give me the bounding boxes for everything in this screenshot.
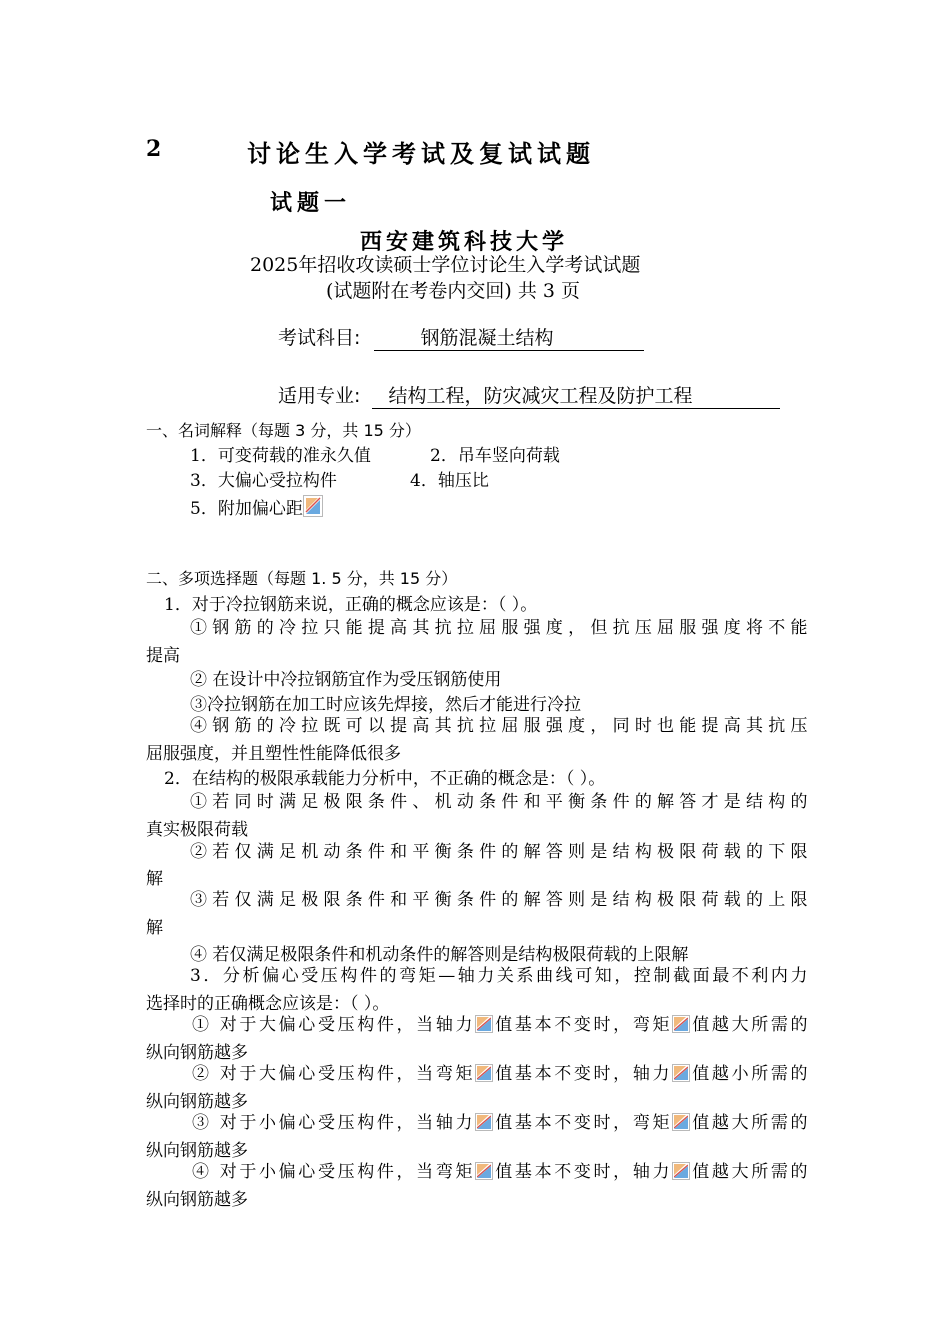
q3-option-1: ① 对于大偏心受压构件，当轴力 值基本不变时，弯矩 值越大所需的	[192, 1015, 809, 1035]
q1-option-1-cont: 提高	[146, 646, 180, 666]
q2-stem: 2．在结构的极限承载能力分析中，不正确的概念是：（ ）。	[164, 769, 606, 789]
q1-option-2: ② 在设计中冷拉钢筋宜作为受压钢筋使用	[190, 670, 502, 690]
subject-label: 考试科目:	[278, 327, 361, 349]
q3-stem: 3．分析偏心受压构件的弯矩—轴力关系曲线可知，控制截面最不利内力	[190, 966, 808, 986]
image-placeholder-icon	[475, 1162, 493, 1180]
image-placeholder-icon	[475, 1015, 493, 1033]
broken-image-icon	[303, 495, 323, 517]
q1-stem: 1．对于冷拉钢筋来说，正确的概念应该是：（ ）。	[164, 595, 538, 615]
header-subtitle: 试题一	[270, 190, 352, 216]
q2-option-1-cont: 真实极限荷载	[146, 820, 248, 840]
term-1: 1．可变荷载的准永久值	[190, 446, 371, 466]
q3-stem-cont: 选择时的正确概念应该是：（ ）。	[146, 994, 390, 1014]
image-placeholder-icon	[475, 1113, 493, 1131]
q2-option-2-cont: 解	[146, 869, 163, 889]
term-3: 3．大偏心受拉构件	[190, 471, 337, 491]
term-4: 4．轴压比	[410, 471, 489, 491]
q1-option-3: ③冷拉钢筋在加工时应该先焊接，然后才能进行冷拉	[190, 695, 581, 715]
exam-title: 2025年招收攻读硕士学位讨论生入学考试试题	[250, 254, 641, 276]
q2-option-1: ①若同时满足极限条件、机动条件和平衡条件的解答才是结构的	[190, 792, 808, 812]
header-number: 2	[146, 136, 162, 162]
q2-option-2: ②若仅满足机动条件和平衡条件的解答则是结构极限荷载的下限	[190, 842, 808, 862]
exam-note: (试题附在考卷内交回) 共 3 页	[326, 280, 581, 302]
image-placeholder-icon	[672, 1015, 690, 1033]
section2-title: 二、多项选择题（每题 1. 5 分，共 15 分）	[146, 569, 458, 588]
subject-value: 钢筋混凝土结构	[420, 327, 554, 349]
q3-option-3: ③ 对于小偏心受压构件，当轴力 值基本不变时，弯矩 值越大所需的	[192, 1113, 809, 1133]
major-row	[278, 381, 780, 409]
major-value: 结构工程，防灾减灾工程及防护工程	[388, 385, 693, 407]
q3-option-4-cont: 纵向钢筋越多	[146, 1190, 248, 1210]
image-placeholder-icon	[672, 1064, 690, 1082]
q3-option-4: ④ 对于小偏心受压构件，当弯矩 值基本不变时，轴力 值越大所需的	[192, 1162, 809, 1182]
q1-option-4-cont: 屈服强度，并且塑性性能降低很多	[146, 744, 401, 764]
q3-option-3-cont: 纵向钢筋越多	[146, 1141, 248, 1161]
term-5: 5．附加偏心距	[190, 499, 303, 519]
school-name: 西安建筑科技大学	[360, 229, 569, 255]
term-2: 2．吊车竖向荷载	[430, 446, 560, 466]
image-placeholder-icon	[475, 1064, 493, 1082]
q1-option-4: ④钢筋的冷拉既可以提高其抗拉屈服强度，同时也能提高其抗压	[190, 716, 808, 736]
q1-option-1: ①钢筋的冷拉只能提高其抗拉屈服强度，但抗压屈服强度将不能	[190, 618, 808, 638]
header-title: 讨论生入学考试及复试试题	[247, 139, 595, 168]
section1-title: 一、名词解释（每题 3 分，共 15 分）	[146, 421, 421, 440]
q3-option-1-cont: 纵向钢筋越多	[146, 1043, 248, 1063]
q3-option-2-cont: 纵向钢筋越多	[146, 1092, 248, 1112]
q2-option-4: ④ 若仅满足极限条件和机动条件的解答则是结构极限荷载的上限解	[190, 945, 689, 965]
major-label: 适用专业:	[278, 385, 361, 407]
image-placeholder-icon	[672, 1162, 690, 1180]
q3-option-2: ② 对于大偏心受压构件，当弯矩 值基本不变时，轴力 值越小所需的	[192, 1064, 809, 1084]
subject-row	[278, 323, 644, 351]
subject-value-field	[374, 323, 644, 351]
q2-option-3-cont: 解	[146, 918, 163, 938]
image-placeholder-icon	[672, 1113, 690, 1131]
major-value-field	[372, 381, 780, 409]
term-5-row	[190, 494, 323, 519]
q2-option-3: ③若仅满足极限条件和平衡条件的解答则是结构极限荷载的上限	[190, 890, 808, 910]
